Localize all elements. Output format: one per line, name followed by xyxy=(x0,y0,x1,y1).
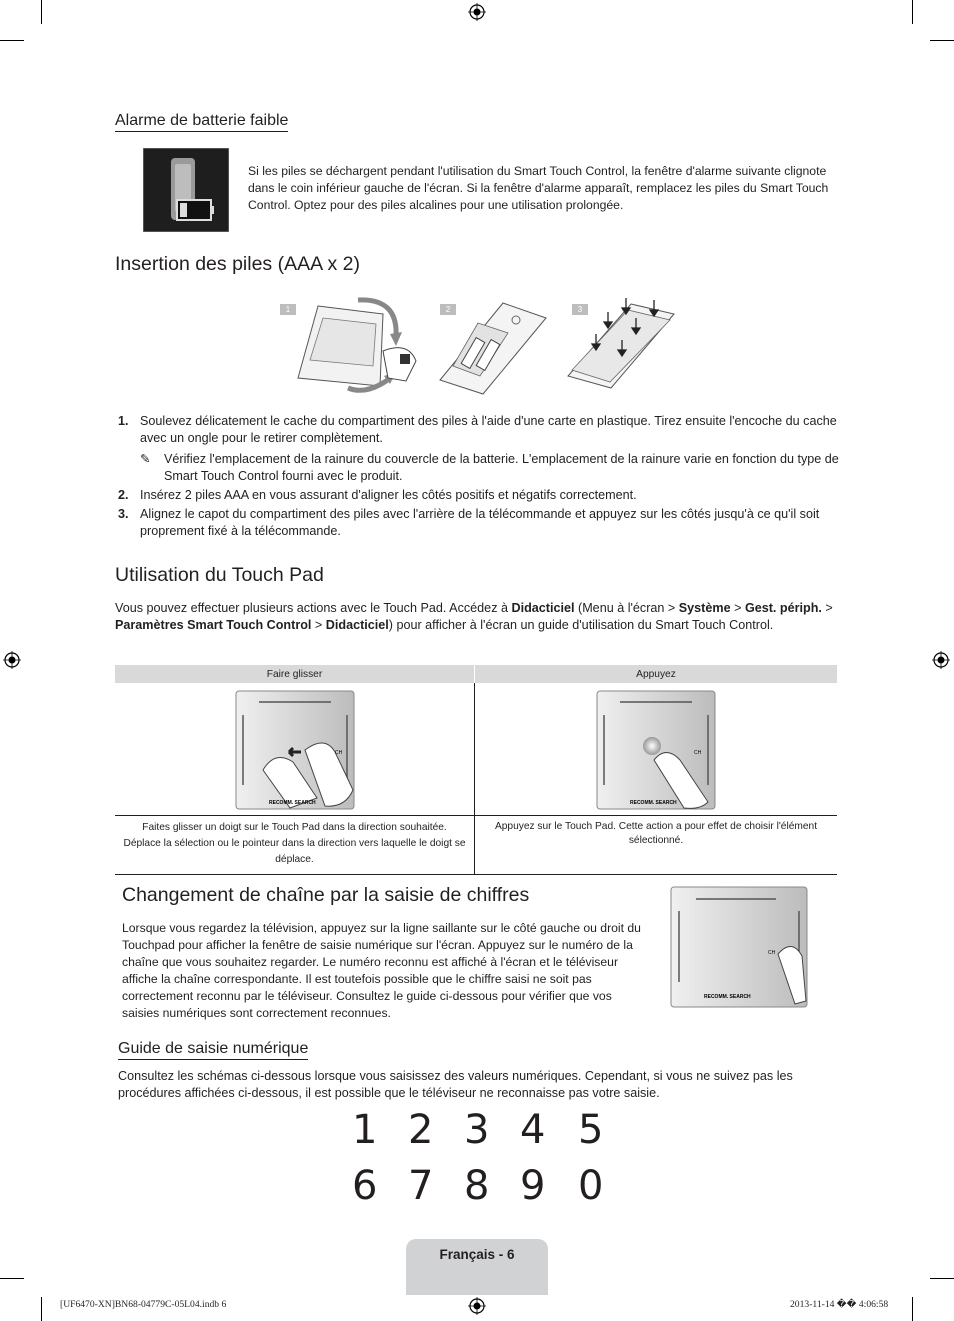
digit-guide: 0 xyxy=(578,1163,604,1209)
print-file-info: [UF6470-XN]BN68-04779C-05L04.indb 6 xyxy=(60,1299,227,1310)
guide-heading: Guide de saisie numérique xyxy=(118,1040,308,1060)
crop-mark xyxy=(41,0,42,24)
touchpad-drag-gesture-illustration xyxy=(235,690,355,812)
menu-path: Gest. périph. xyxy=(744,601,822,615)
text: Vous pouvez effectuer plusieurs actions avec le Touch Pad. Accédez à xyxy=(115,601,512,615)
pad-ch-label: CH xyxy=(334,750,342,756)
crop-mark xyxy=(41,1297,42,1321)
channel-text: Lorsque vous regardez la télévision, appuyez sur la ligne saillante sur le côté gauche ou droit du Touchpad pour afficher la fenêtre de saisie numérique sur l'écran. Appuyez sur le numéro de la chaîne que vous souhaitez regarder. Le numéro reconnu est affiché à l'écran et le téléviseur affiche la chaîne correspondante. Il est toutefois possible que le chiffre saisi ne soit pas correctement reconnu par le téléviseur. Consultez le guide ci-dessous pour vérifier que vos saisies numériques sont correctement reconnues. xyxy=(122,921,641,1020)
drag-text: Faites glisser un doigt sur le Touch Pad dans la direction souhaitée. xyxy=(142,822,447,833)
column-header-press: Appuyez xyxy=(475,665,838,683)
pad-label: RECOMM. SEARCH xyxy=(630,800,677,806)
press-text: Appuyez sur le Touch Pad. Cette action a pour effet de choisir l'élément sélectionné. xyxy=(494,821,818,846)
digit-guide: 9 xyxy=(520,1163,546,1209)
digit-guide: 7 xyxy=(408,1163,434,1209)
crop-mark xyxy=(912,0,913,24)
text: > xyxy=(311,618,326,632)
battery-alarm-heading: Alarme de batterie faible xyxy=(115,112,288,132)
drag-text: Déplace la sélection ou le pointeur dans la direction vers laquelle le doigt se déplace. xyxy=(123,838,466,865)
remove-cover-illustration xyxy=(288,296,428,398)
insert-batteries-illustration xyxy=(438,298,550,398)
insertion-steps xyxy=(115,413,840,542)
column-header-drag: Faire glisser xyxy=(115,665,475,683)
menu-path: Paramètres Smart Touch Control xyxy=(115,618,312,632)
digit-guide: 5 xyxy=(578,1107,604,1153)
text: > xyxy=(821,601,833,615)
step-number: 1. xyxy=(118,414,129,428)
digit-guide: 2 xyxy=(408,1107,434,1153)
text: > xyxy=(730,601,745,615)
touchpad-table xyxy=(115,665,837,875)
print-date-info: 2013-11-14 �� 4:06:58 xyxy=(790,1299,889,1310)
step-number: 3. xyxy=(118,507,129,521)
note xyxy=(140,451,840,485)
low-battery-alarm-icon xyxy=(143,148,229,232)
pencil-note-icon: ✎ xyxy=(140,452,151,466)
channel-heading: Changement de chaîne par la saisie de chiffres xyxy=(122,884,530,906)
pad-label: RECOMM. SEARCH xyxy=(268,800,316,806)
step-text: Soulevez délicatement le cache du compartiment des piles à l'aide d'une carte en plastique. Tirez ensuite l'encoche du cache avec un ongle pour le retirer complètement. xyxy=(140,414,837,445)
menu-path: Système xyxy=(678,601,731,615)
step-item xyxy=(115,487,840,504)
guide-text: Consultez les schémas ci-dessous lorsque vous saisissez des valeurs numériques. Cependant, si vous ne suivez pas les procédures affichées ci-dessous, il est possible que le téléviseur ne reconnaisse pas votre saisie. xyxy=(118,1069,793,1100)
text: ) pour afficher à l'écran un guide d'utilisation du Smart Touch Control. xyxy=(388,618,774,632)
text: (Menu à l'écran > xyxy=(574,601,679,615)
crop-mark xyxy=(930,40,954,41)
crop-mark xyxy=(0,1278,24,1279)
crop-mark xyxy=(0,40,24,41)
digit-guide: 3 xyxy=(464,1107,490,1153)
registration-mark-icon xyxy=(468,3,486,21)
registration-mark-icon xyxy=(3,651,21,669)
digit-guide: 1 xyxy=(352,1107,378,1153)
touchpad-number-input-illustration xyxy=(670,886,808,1008)
touchpad-heading: Utilisation du Touch Pad xyxy=(115,564,324,586)
figure-label: 2 xyxy=(440,304,456,315)
registration-mark-icon xyxy=(932,651,950,669)
figure-label: 1 xyxy=(280,304,296,315)
note-text: Vérifiez l'emplacement de la rainure du couvercle de la batterie. L'emplacement de la rainure varie en fonction du type de Smart Touch Control fourni avec le produit. xyxy=(164,452,839,483)
digit-guide: 4 xyxy=(520,1107,546,1153)
step-text: Alignez le capot du compartiment des piles avec l'arrière de la télécommande et appuyez sur les côtés jusqu'à ce qu'il soit proprement fixé à la télécommande. xyxy=(140,507,820,538)
drag-description-cell xyxy=(115,816,475,875)
pad-ch-label: CH xyxy=(768,950,776,956)
close-cover-illustration xyxy=(566,296,678,398)
step-item xyxy=(115,506,840,540)
page-number: Français - 6 xyxy=(439,1247,515,1262)
figure-label: 3 xyxy=(572,304,588,315)
drag-image-cell xyxy=(115,683,475,816)
crop-mark xyxy=(930,1278,954,1279)
crop-mark xyxy=(912,1297,913,1321)
registration-mark-icon xyxy=(468,1297,486,1315)
pad-ch-label: CH xyxy=(694,750,702,756)
battery-alarm-text: Si les piles se déchargent pendant l'utilisation du Smart Touch Control, la fenêtre d'alarme suivante clignote dans le coin inférieur gauche de l'écran. Si la fenêtre d'alarme apparaît, remplacez les piles du Smart Touch Control. Optez pour des piles alcalines pour une utilisation prolongée. xyxy=(248,164,829,212)
menu-path: Didacticiel xyxy=(511,601,575,615)
step-text: Insérez 2 piles AAA en vous assurant d'aligner les côtés positifs et négatifs correctement. xyxy=(140,488,637,502)
press-description-cell xyxy=(475,816,838,875)
digit-guide: 6 xyxy=(352,1163,378,1209)
insertion-heading: Insertion des piles (AAA x 2) xyxy=(115,253,360,275)
step-item xyxy=(115,413,840,485)
touchpad-press-gesture-illustration xyxy=(596,690,716,812)
press-image-cell xyxy=(475,683,838,816)
touchpad-intro xyxy=(115,600,841,634)
pad-label: RECOMM. SEARCH xyxy=(704,994,751,1000)
step-number: 2. xyxy=(118,488,129,502)
digit-guide: 8 xyxy=(464,1163,490,1209)
menu-path: Didacticiel xyxy=(325,618,389,632)
